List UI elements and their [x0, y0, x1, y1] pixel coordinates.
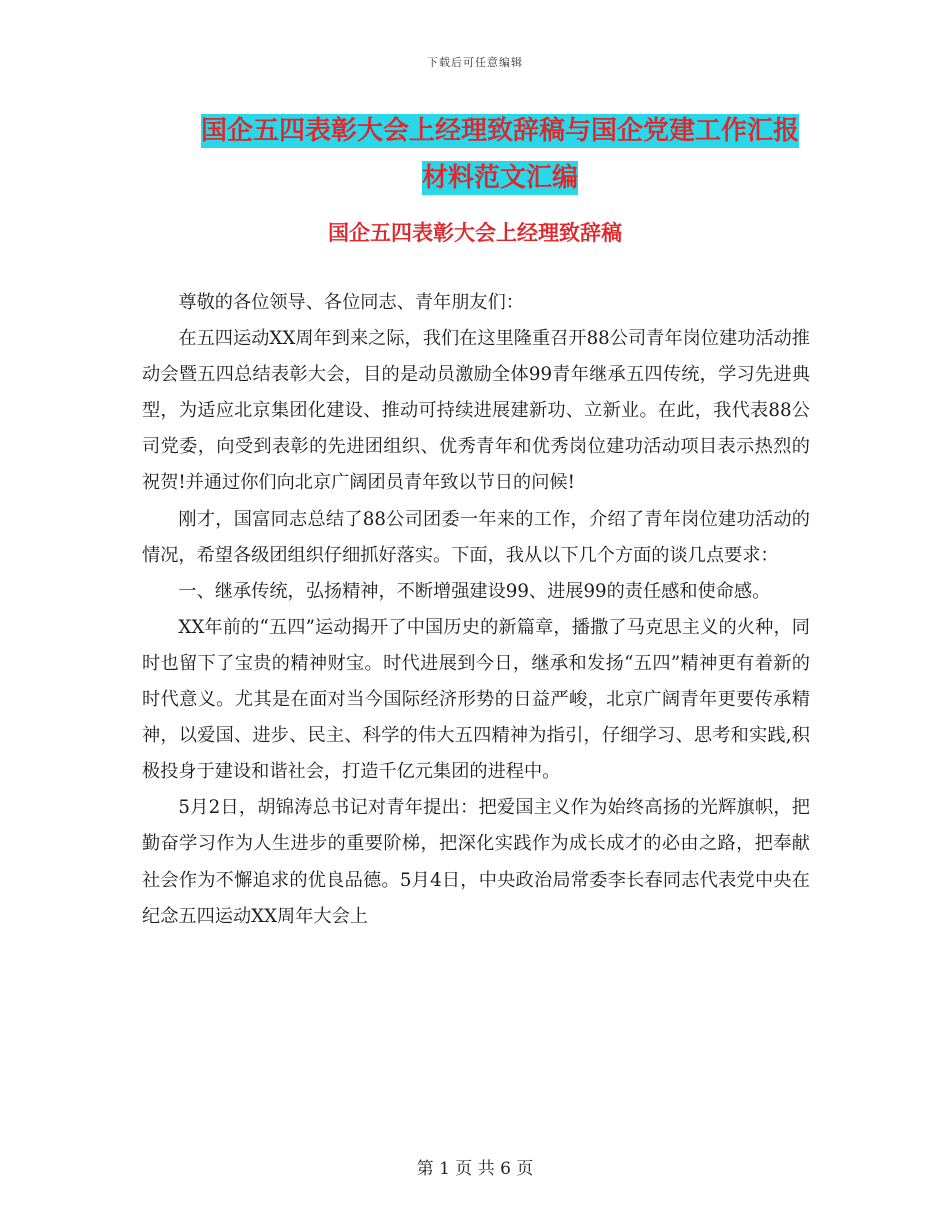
paragraph: 5月2日，胡锦涛总书记对青年提出：把爱国主义作为始终高扬的光辉旗帜，把勤奋学习作为人生进步的重要阶梯，把深化实践作为成长成才的必由之路，把奉献社会作为不懈追求的优良品德。5月4日，中央政治局常委李长春同志代表党中央在纪念五四运动XX周年大会上 — [142, 797, 810, 927]
page-number: 第 1 页 共 6 页 — [416, 1159, 534, 1179]
title-line-2: 材料范文汇编 — [421, 163, 578, 193]
page-header-note: 下载后可任意编辑 — [427, 56, 523, 69]
title-line-1: 国企五四表彰大会上经理致辞稿与国企党建工作汇报 — [200, 116, 799, 146]
document-title — [190, 108, 810, 202]
body-text — [142, 285, 810, 935]
paragraph: 一、继承传统，弘扬精神，不断增强建设99、进展99的责任感和使命感。 — [178, 580, 771, 602]
paragraph: XX年前的“五四”运动揭开了中国历史的新篇章，播撒了马克思主义的火种，同时也留下了宝贵的精神财宝。时代进展到今日，继承和发扬“五四”精神更有着新的时代意义。尤其是在面对当今国际经济形势的日益严峻，北京广阔青年更要传承精神，以爱国、进步、民主、科学的伟大五四精神为指引，仔细学习、思考和实践,积极投身于建设和谐社会，打造千亿元集团的进程中。 — [142, 616, 810, 783]
paragraph: 在五四运动XX周年到来之际，我们在这里隆重召开88公司青年岗位建功活动推动会暨五四总结表彰大会，目的是动员激励全体99青年继承五四传统，学习先进典型，为适应北京集团化建设、推动可持续进展建新功、立新业。在此，我代表88公司党委，向受到表彰的先进团组织、优秀青年和优秀岗位建功活动项目表示热烈的祝贺!并通过你们向北京广阔团员青年致以节日的问候! — [142, 328, 810, 494]
section-title: 国企五四表彰大会上经理致辞稿 — [328, 221, 622, 245]
paragraph: 尊敬的各位领导、各位同志、青年朋友们： — [178, 292, 524, 313]
paragraph: 刚才，国富同志总结了88公司团委一年来的工作，介绍了青年岗位建功活动的情况，希望各级团组织仔细抓好落实。下面，我从以下几个方面的谈几点要求： — [142, 508, 810, 566]
